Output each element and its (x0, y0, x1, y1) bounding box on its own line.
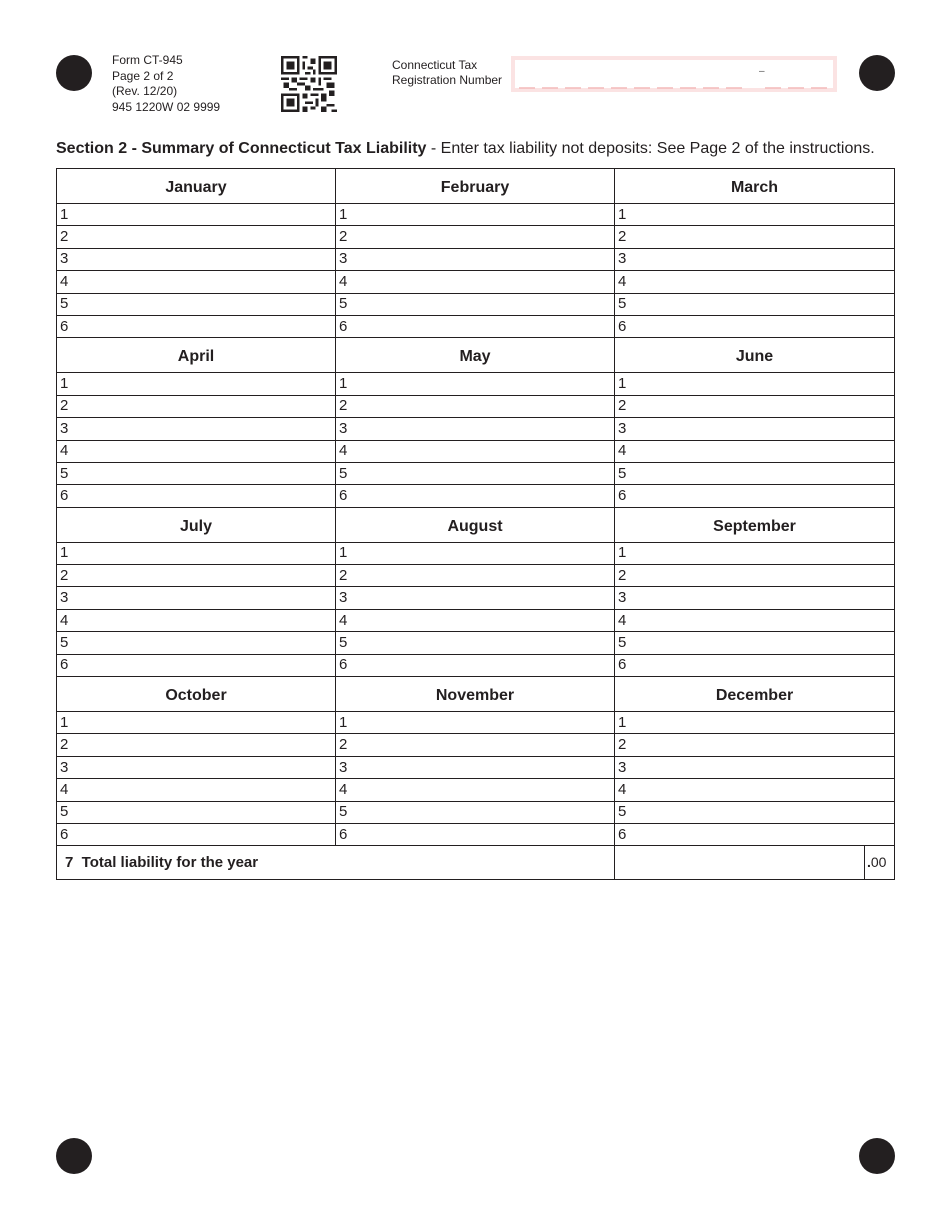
day-entry-cell[interactable]: 6 (336, 485, 615, 507)
day-entry-cell[interactable]: 3 (615, 248, 895, 270)
day-entry-cell[interactable]: 4 (57, 779, 336, 801)
day-entry-cell[interactable]: 3 (57, 248, 336, 270)
day-entry-cell[interactable]: 1 (336, 542, 615, 564)
registration-mark-top-right (859, 55, 895, 91)
day-entry-cell[interactable]: 1 (57, 373, 336, 395)
registration-number-field[interactable] (511, 56, 837, 92)
registration-hyphen: – (759, 66, 765, 77)
table-row (57, 315, 895, 337)
form-info (112, 53, 220, 115)
day-entry-cell[interactable]: 5 (57, 462, 336, 484)
month-header: August (336, 507, 615, 542)
day-entry-cell[interactable]: 5 (57, 801, 336, 823)
day-entry-cell[interactable]: 3 (615, 756, 895, 778)
day-entry-cell[interactable]: 6 (615, 315, 895, 337)
section-heading: Section 2 - Summary of Connecticut Tax Liability (56, 140, 427, 157)
month-header-row (57, 338, 895, 373)
day-entry-cell[interactable]: 5 (336, 801, 615, 823)
day-entry-cell[interactable]: 1 (57, 542, 336, 564)
day-entry-cell[interactable]: 6 (615, 485, 895, 507)
table-row (57, 271, 895, 293)
day-entry-cell[interactable]: 4 (336, 609, 615, 631)
month-header: April (57, 338, 336, 373)
day-entry-cell[interactable]: 3 (615, 418, 895, 440)
day-entry-cell[interactable]: 6 (336, 823, 615, 845)
table-row (57, 823, 895, 845)
total-cents (864, 846, 894, 879)
section-title (56, 140, 896, 158)
page-info: Page 2 of 2 (112, 68, 174, 83)
day-entry-cell[interactable]: 2 (57, 395, 336, 417)
table-row (57, 632, 895, 654)
table-row (57, 204, 895, 226)
table-row (57, 654, 895, 676)
day-entry-cell[interactable]: 2 (336, 734, 615, 756)
day-entry-cell[interactable]: 5 (336, 632, 615, 654)
registration-label (392, 58, 502, 87)
day-entry-cell[interactable]: 3 (336, 756, 615, 778)
day-entry-cell[interactable]: 4 (615, 440, 895, 462)
table-row (57, 756, 895, 778)
table-row (57, 734, 895, 756)
registration-mark-bottom-right (859, 1138, 895, 1174)
table-row (57, 565, 895, 587)
day-entry-cell[interactable]: 6 (57, 823, 336, 845)
revision: (Rev. 12/20) (112, 84, 178, 98)
day-entry-cell[interactable]: 4 (615, 609, 895, 631)
month-header: October (57, 677, 336, 712)
month-header: November (336, 677, 615, 712)
day-entry-cell[interactable]: 1 (336, 373, 615, 395)
month-header: May (336, 338, 615, 373)
month-header: February (336, 169, 615, 204)
registration-label-line1: Connecticut Tax (392, 58, 478, 72)
day-entry-cell[interactable]: 2 (336, 565, 615, 587)
day-entry-cell[interactable]: 2 (615, 734, 895, 756)
day-entry-cell[interactable]: 3 (336, 248, 615, 270)
registration-digit-guides (517, 86, 835, 90)
day-entry-cell[interactable]: 4 (336, 271, 615, 293)
day-entry-cell[interactable]: 4 (336, 440, 615, 462)
day-entry-cell[interactable]: 6 (615, 823, 895, 845)
table-row (57, 485, 895, 507)
day-entry-cell[interactable]: 6 (336, 654, 615, 676)
day-entry-cell[interactable]: 5 (336, 462, 615, 484)
total-row (57, 846, 895, 880)
day-entry-cell[interactable]: 3 (336, 587, 615, 609)
day-entry-cell[interactable]: 1 (57, 204, 336, 226)
table-row (57, 462, 895, 484)
liability-table (56, 168, 895, 880)
day-entry-cell[interactable]: 1 (57, 712, 336, 734)
day-entry-cell[interactable]: 5 (615, 293, 895, 315)
registration-mark-bottom-left (56, 1138, 92, 1174)
day-entry-cell[interactable]: 6 (615, 654, 895, 676)
day-entry-cell[interactable]: 1 (615, 542, 895, 564)
table-row (57, 609, 895, 631)
form-code: 945 1220W 02 9999 (112, 99, 221, 114)
table-row (57, 373, 895, 395)
day-entry-cell[interactable]: 1 (615, 204, 895, 226)
day-entry-cell[interactable]: 2 (57, 565, 336, 587)
table-row (57, 712, 895, 734)
table-row (57, 801, 895, 823)
day-entry-cell[interactable]: 4 (57, 609, 336, 631)
day-entry-cell[interactable]: 2 (615, 565, 895, 587)
day-entry-cell[interactable]: 4 (336, 779, 615, 801)
month-header: July (57, 507, 336, 542)
day-entry-cell[interactable]: 3 (336, 418, 615, 440)
month-header-row (57, 507, 895, 542)
day-entry-cell[interactable]: 2 (57, 734, 336, 756)
day-entry-cell[interactable]: 1 (336, 204, 615, 226)
day-entry-cell[interactable]: 3 (57, 587, 336, 609)
month-header-row (57, 677, 895, 712)
day-entry-cell[interactable]: 5 (57, 632, 336, 654)
day-entry-cell[interactable]: 2 (336, 395, 615, 417)
day-entry-cell[interactable]: 5 (57, 293, 336, 315)
day-entry-cell[interactable]: 4 (57, 271, 336, 293)
form-name: Form CT-945 (112, 53, 183, 67)
table-row (57, 779, 895, 801)
table-row (57, 248, 895, 270)
day-entry-cell[interactable]: 1 (615, 373, 895, 395)
day-entry-cell[interactable]: 2 (57, 226, 336, 248)
day-entry-cell[interactable]: 6 (336, 315, 615, 337)
qr-code-icon (281, 56, 337, 112)
day-entry-cell[interactable]: 1 (336, 712, 615, 734)
day-entry-cell[interactable]: 1 (615, 712, 895, 734)
table-row (57, 542, 895, 564)
registration-mark-top-left (56, 55, 92, 91)
table-row (57, 440, 895, 462)
table-row (57, 293, 895, 315)
day-entry-cell[interactable]: 4 (57, 440, 336, 462)
day-entry-cell[interactable]: 2 (615, 226, 895, 248)
table-row (57, 418, 895, 440)
day-entry-cell[interactable]: 6 (57, 485, 336, 507)
day-entry-cell[interactable]: 4 (615, 271, 895, 293)
total-amount-field[interactable] (615, 846, 895, 880)
month-header: June (615, 338, 895, 373)
month-header-row (57, 169, 895, 204)
day-entry-cell[interactable]: 2 (336, 226, 615, 248)
day-entry-cell[interactable]: 6 (57, 315, 336, 337)
month-header: March (615, 169, 895, 204)
table-row (57, 587, 895, 609)
registration-label-line2: Registration Number (392, 72, 503, 87)
day-entry-cell[interactable]: 5 (615, 632, 895, 654)
month-header: September (615, 507, 895, 542)
day-entry-cell[interactable]: 5 (615, 462, 895, 484)
cents-value: 00 (870, 854, 887, 871)
day-entry-cell[interactable]: 4 (615, 779, 895, 801)
day-entry-cell[interactable]: 5 (615, 801, 895, 823)
day-entry-cell[interactable]: 2 (615, 395, 895, 417)
table-row (57, 395, 895, 417)
day-entry-cell[interactable]: 3 (615, 587, 895, 609)
table-row (57, 226, 895, 248)
month-header: January (57, 169, 336, 204)
section-instructions: - Enter tax liability not deposits: See Page 2 of the instructions. (426, 140, 875, 157)
cents-dot: . (867, 854, 871, 871)
total-label: 7 Total liability for the year (57, 846, 615, 880)
day-entry-cell[interactable]: 6 (57, 654, 336, 676)
month-header: December (615, 677, 895, 712)
day-entry-cell[interactable]: 3 (57, 756, 336, 778)
day-entry-cell[interactable]: 5 (336, 293, 615, 315)
day-entry-cell[interactable]: 3 (57, 418, 336, 440)
